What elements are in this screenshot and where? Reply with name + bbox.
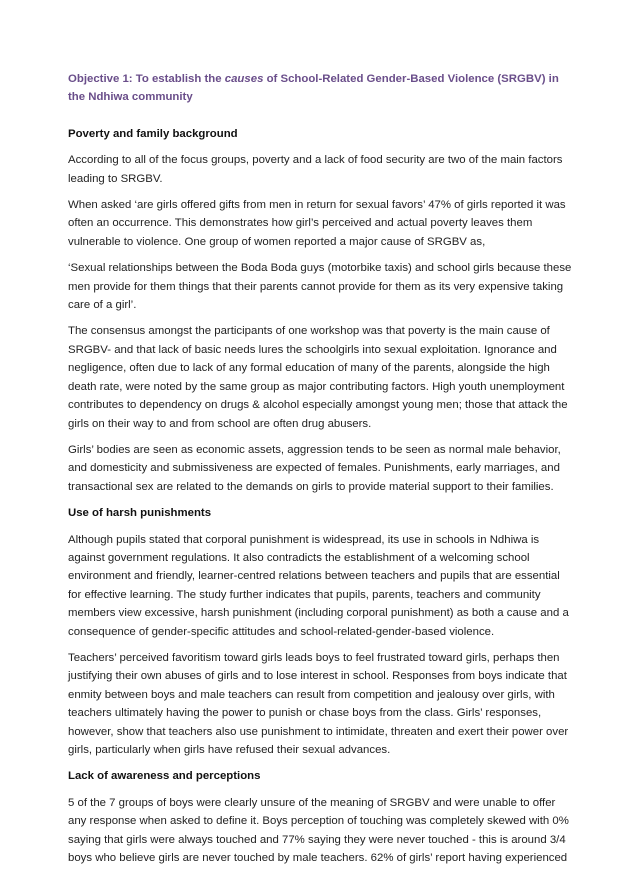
paragraph: Although pupils stated that corporal punishment is widespread, its use in schools in Ndhiwa is against government regulations. It also contradicts the establishment of a welcoming school environment and friendly, learner-centred relations between teachers and pupils that are essential for effective learning. The study further indicates that pupils, parents, teachers and community members view excessive, harsh punishment (including corporal punishment) as both a cause and a consequence of gender-specific attitudes and school-related-gender-based violence. — [68, 533, 569, 638]
objective-title — [68, 70, 576, 107]
paragraph: Teachers’ perceived favoritism toward girls leads boys to feel frustrated toward girls, perhaps then justifying their own abuses of girls and to lose interest in school. Responses from boys indicate that enmity between boys and male teachers can result from competition and jealousy over girls, with teachers ultimately having the power to punish or chase boys from the class. Girls’ responses, however, show that teachers also use punishment to intimidate, threaten and exert their power over girls, particularly when girls have refused their sexual advances. — [68, 651, 569, 756]
paragraph: When asked ‘are girls offered gifts from men in return for sexual favors’ 47% of girls reported it was often an occurrence. This demonstrates how girl’s perceived and actual poverty leaves them vulnerable to violence. One group of women reported a major cause of SRGBV as, — [68, 199, 566, 248]
section-poverty — [68, 125, 576, 496]
objective-prefix: Objective 1: To establish the — [68, 73, 225, 85]
objective-emphasis: causes — [224, 73, 264, 85]
section-heading: Lack of awareness and perceptions — [68, 770, 261, 783]
paragraph: According to all of the focus groups, poverty and a lack of food security are two of the main factors leading to SRGBV. — [68, 154, 563, 185]
document-page — [68, 70, 576, 875]
paragraph: 5 of the 7 groups of boys were clearly unsure of the meaning of SRGBV and were unable to offer any response when asked to define it. Boys perception of touching was completely skewed with 0% saying that girls were always touched and 77% saying they were never touched - this is around 3/4 boys who believe girls are never touched by male teachers. 62% of girls’ report having experienced — [68, 796, 569, 865]
quote-paragraph: ‘Sexual relationships between the Boda Boda guys (motorbike taxis) and school girls because these men provide for them things that their parents cannot provide for them as its very expensive taking care of a girl’. — [68, 262, 572, 312]
section-heading: Use of harsh punishments — [68, 507, 212, 520]
section-lack-of-awareness — [68, 767, 576, 867]
section-harsh-punishments — [68, 504, 576, 759]
objective-suffix: of School-Related Gender-Based Violence (SRGBV) in the Ndhiwa community — [68, 73, 559, 104]
paragraph: Girls’ bodies are seen as economic assets, aggression tends to be seen as normal male behavior, and domesticity and submissiveness are expected of females. Punishments, early marriages, and transactional sex are related to the demands on girls to provide material support to their families. — [68, 443, 561, 493]
paragraph: The consensus amongst the participants of one workshop was that poverty is the main cause of SRGBV- and that lack of basic needs lures the schoolgirls into sexual exploitation. Ignorance and negligence, often due to lack of any formal education of many of the parents, alongside the high death rate, were noted by the same group as major contributing factors. High youth unemployment contributes to dependency on drugs & alcohol especially amongst young men; those that attack the girls on their way to and from school are often drug abusers. — [68, 325, 568, 430]
section-heading: Poverty and family background — [68, 127, 238, 140]
